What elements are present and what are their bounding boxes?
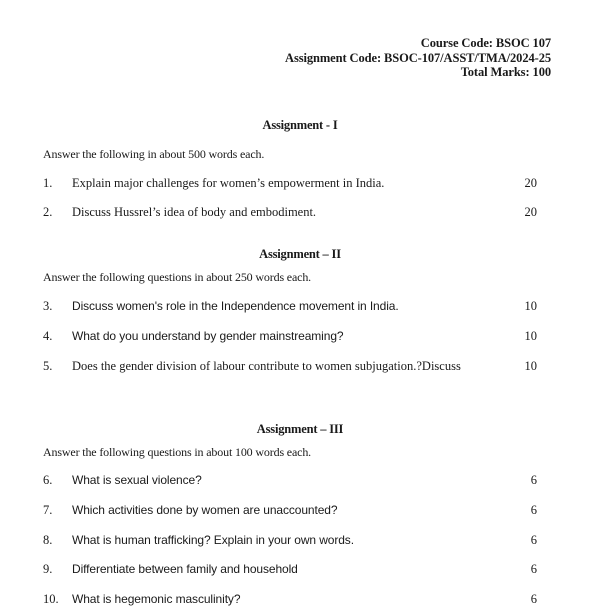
question-number: 10. [43, 592, 59, 606]
question-marks: 10 [524, 359, 537, 373]
question-number: 7. [43, 503, 53, 517]
question-number: 1. [43, 176, 53, 190]
question-marks: 6 [530, 533, 537, 547]
question-text: Discuss women's role in the Independence movement in India. [72, 299, 399, 313]
question-marks: 10 [524, 299, 537, 313]
question-number: 5. [43, 359, 53, 373]
question-row [43, 533, 537, 549]
question-row [43, 299, 537, 315]
question-row [43, 329, 537, 345]
question-row [43, 473, 537, 489]
question-text: What do you understand by gender mainstreaming? [72, 329, 344, 343]
question-number: 6. [43, 473, 53, 487]
question-number: 8. [43, 533, 53, 547]
question-text: What is sexual violence? [72, 473, 202, 487]
question-row [43, 562, 537, 578]
section-title-3: Assignment – III [256, 422, 344, 436]
question-marks: 6 [530, 592, 537, 606]
question-number: 9. [43, 562, 53, 576]
question-row [43, 359, 537, 375]
question-marks: 10 [524, 329, 537, 343]
question-text: What is human trafficking? Explain in your own words. [72, 533, 354, 547]
question-marks: 20 [524, 176, 537, 190]
question-marks: 20 [524, 205, 537, 219]
section-title-2: Assignment – II [259, 247, 341, 261]
question-number: 3. [43, 299, 53, 313]
question-row [43, 205, 537, 221]
question-number: 2. [43, 205, 53, 219]
question-text: Discuss Hussrel’s idea of body and embodiment. [72, 205, 317, 219]
question-row [43, 592, 537, 608]
question-marks: 6 [530, 562, 537, 576]
question-row [43, 503, 537, 519]
question-number: 4. [43, 329, 53, 343]
question-text: Which activities done by women are unaccounted? [72, 503, 338, 517]
question-text: Differentiate between family and household [72, 562, 298, 576]
section-instruction-1: Answer the following in about 500 words each. [43, 147, 265, 161]
document-header [285, 36, 551, 80]
question-row [43, 176, 537, 192]
question-text: Explain major challenges for women’s empowerment in India. [72, 176, 385, 190]
question-marks: 6 [530, 473, 537, 487]
total-marks: Total Marks: 100 [460, 65, 551, 79]
assignment-code: Assignment Code: BSOC-107/ASST/TMA/2024-25 [285, 50, 551, 65]
section-instruction-3: Answer the following questions in about 100 words each. [43, 445, 312, 459]
question-marks: 6 [530, 503, 537, 517]
question-text: Does the gender division of labour contribute to women subjugation.?Discuss [72, 359, 461, 373]
section-title-1: Assignment - I [262, 118, 338, 132]
question-text: What is hegemonic masculinity? [72, 592, 241, 606]
course-code: Course Code: BSOC 107 [420, 36, 551, 50]
section-instruction-2: Answer the following questions in about 250 words each. [43, 270, 312, 284]
